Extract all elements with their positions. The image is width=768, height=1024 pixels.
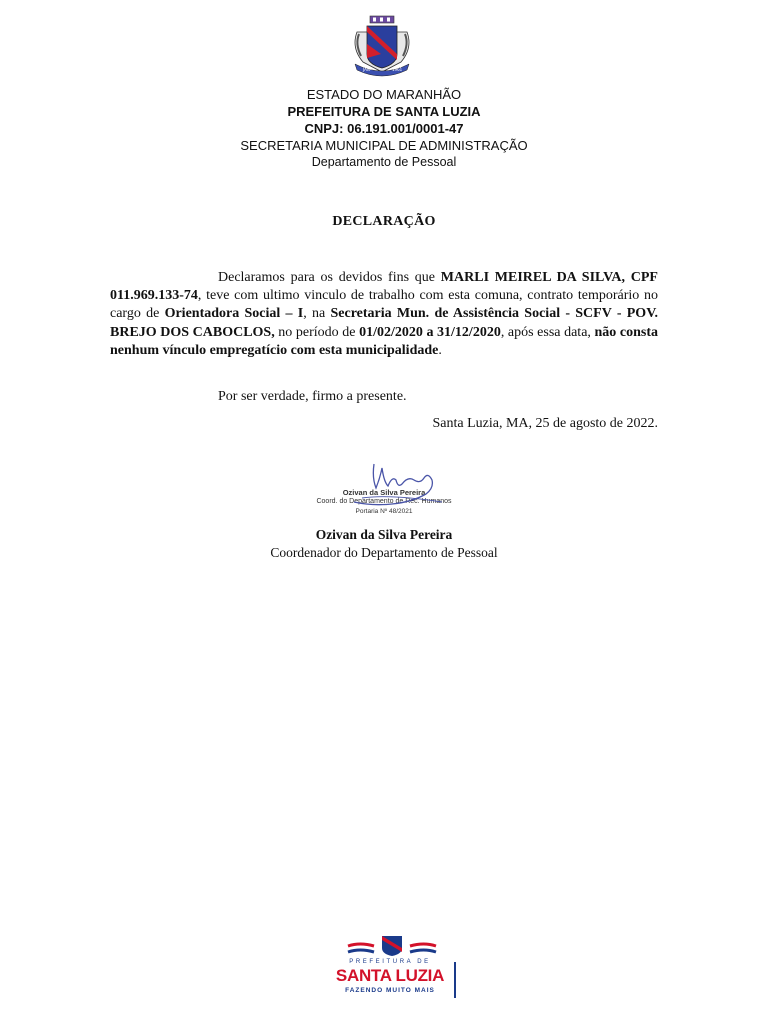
- footer-tagline: FAZENDO MUITO MAIS: [345, 987, 435, 994]
- para-period: 01/02/2020 a 31/12/2020: [359, 324, 501, 340]
- signer-name: Ozivan da Silva Pereira: [315, 527, 453, 542]
- handwritten-signature: [302, 458, 466, 522]
- footer-logo: [328, 934, 458, 1000]
- para-text-e: , na: [303, 306, 331, 322]
- declaration-paragraph: [110, 269, 658, 360]
- seal-text-left: JANº: [363, 67, 372, 72]
- flag-ribbons-icon: [346, 934, 438, 958]
- stamp-role: Coord. do Departamento de Rec. Humanos: [316, 498, 452, 505]
- signer-role: Coordenador do Departamento de Pessoal: [270, 545, 498, 560]
- header-department: Departamento de Pessoal: [311, 155, 457, 169]
- para-secretariat: Secretaria Mun. de Assistência Social - SCFV - POV. BREJO DOS CABOCLOS,: [110, 306, 658, 340]
- header-prefecture: PREFEITURA DE SANTA LUZIA: [287, 104, 481, 119]
- para-text-k: .: [438, 342, 442, 358]
- para-text-c: , teve com ultimo vinculo de trabalho com esta comuna, contrato temporário no cargo de: [110, 288, 658, 322]
- stamp-name: Ozivan da Silva Pereira: [342, 488, 426, 497]
- para-role: Orientadora Social – I: [164, 306, 304, 322]
- para-name-cpf: MARLI MEIREL DA SILVA, CPF 011.969.133-74: [110, 270, 658, 304]
- para-no-bond: não consta nenhum vínculo empregatício com esta municipalidade: [110, 324, 658, 358]
- para-text-i: , após essa data,: [500, 324, 595, 340]
- para-text-a: Declaramos para os devidos fins que: [218, 270, 441, 285]
- signature-stamp: [302, 458, 466, 522]
- footer-divider: [454, 962, 456, 998]
- stamp-portaria: Portaria Nº 48/2021: [355, 508, 413, 515]
- seal-text-right: 1961: [392, 67, 403, 72]
- footer-small-text: PREFEITURA DE: [349, 959, 431, 965]
- header-state: ESTADO DO MARANHÃO: [306, 87, 462, 102]
- para-text-g: no período de: [274, 324, 360, 340]
- coat-of-arms-icon: [347, 14, 417, 78]
- footer-city: SANTA LUZIA: [335, 966, 445, 985]
- header-cnpj: CNPJ: 06.191.001/0001-47: [304, 121, 464, 136]
- document-title: DECLARAÇÃO: [332, 214, 436, 229]
- header-secretariat: SECRETARIA MUNICIPAL DE ADMINISTRAÇÃO: [240, 138, 528, 153]
- closing-line: Por ser verdade, firmo a presente.: [218, 389, 407, 404]
- place-date: Santa Luzia, MA, 25 de agosto de 2022.: [432, 416, 658, 431]
